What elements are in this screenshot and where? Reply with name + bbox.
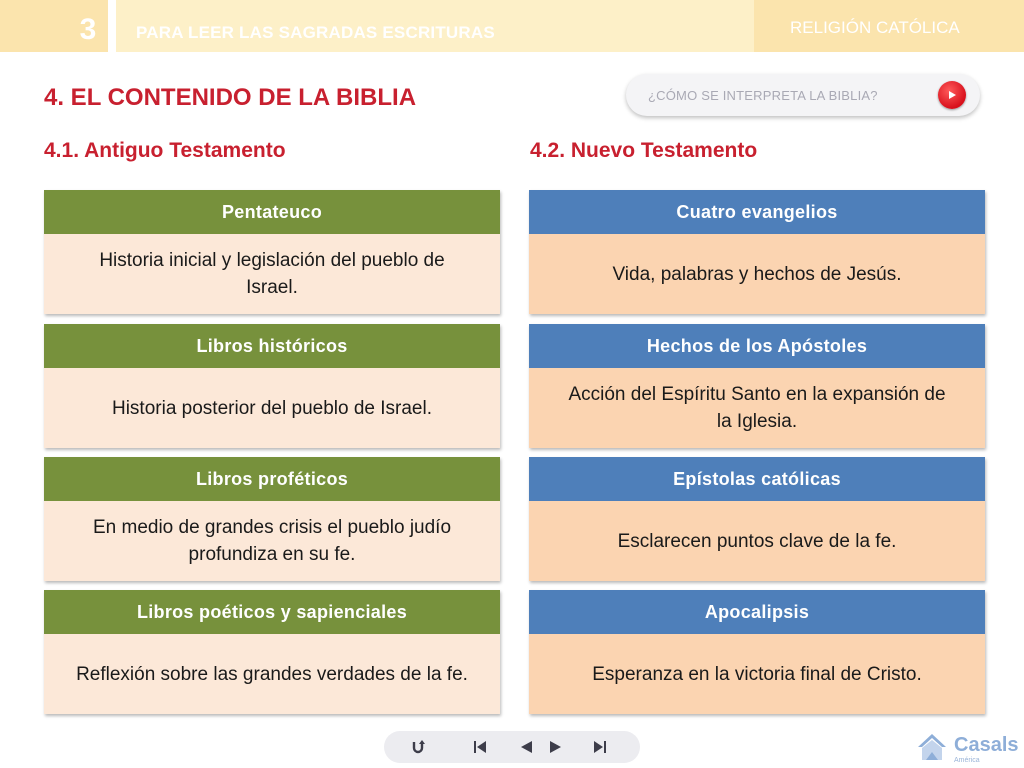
play-icon[interactable] (938, 81, 966, 109)
card-libros-poeticos (44, 590, 500, 714)
card-header: Pentateuco (44, 190, 500, 234)
logo-subtitle: América (954, 757, 980, 764)
interpret-bible-link[interactable] (626, 74, 980, 116)
unit-number-box (0, 0, 108, 52)
new-testament-title: 4.2. Nuevo Testamento (530, 139, 758, 162)
card-apocalipsis (529, 590, 985, 714)
card-header: Hechos de los Apóstoles (529, 324, 985, 368)
card-pentateuco (44, 190, 500, 314)
card-header: Libros proféticos (44, 457, 500, 501)
casals-logo (916, 730, 1019, 766)
card-body: Esperanza en la victoria final de Cristo. (529, 634, 985, 714)
back-arrow-icon[interactable] (406, 737, 430, 757)
first-page-icon[interactable] (468, 737, 492, 757)
unit-title: PARA LEER LAS SAGRADAS ESCRITURAS (136, 23, 495, 42)
card-header: Epístolas católicas (529, 457, 985, 501)
old-testament-title: 4.1. Antiguo Testamento (44, 139, 286, 162)
casals-house-icon (916, 732, 948, 762)
card-body: Historia posterior del pueblo de Israel. (44, 368, 500, 448)
subject-bar (754, 0, 1024, 52)
next-page-icon[interactable] (544, 737, 568, 757)
card-libros-historicos (44, 324, 500, 448)
card-header: Apocalipsis (529, 590, 985, 634)
unit-number: 3 (79, 13, 97, 46)
card-hechos-apostoles (529, 324, 985, 448)
card-body: Esclarecen puntos clave de la fe. (529, 501, 985, 581)
card-body: Acción del Espíritu Santo en la expansión de la Iglesia. (529, 368, 985, 448)
card-libros-profeticos (44, 457, 500, 581)
card-header: Libros poéticos y sapienciales (44, 590, 500, 634)
page-title: 4. EL CONTENIDO DE LA BIBLIA (44, 84, 417, 111)
card-epistolas-catolicas (529, 457, 985, 581)
card-header: Libros históricos (44, 324, 500, 368)
card-cuatro-evangelios (529, 190, 985, 314)
card-body: Vida, palabras y hechos de Jesús. (529, 234, 985, 314)
subject-label: RELIGIÓN CATÓLICA (790, 18, 960, 37)
card-body: Historia inicial y legislación del pueblo de Israel. (44, 234, 500, 314)
card-header: Cuatro evangelios (529, 190, 985, 234)
page-navigation (384, 731, 640, 763)
card-body: Reflexión sobre las grandes verdades de la fe. (44, 634, 500, 714)
logo-name: Casals (954, 734, 1019, 756)
unit-title-bar (116, 0, 754, 52)
card-body: En medio de grandes crisis el pueblo judío profundiza en su fe. (44, 501, 500, 581)
last-page-icon[interactable] (588, 737, 612, 757)
previous-page-icon[interactable] (514, 737, 538, 757)
interpret-bible-label: ¿CÓMO SE INTERPRETA LA BIBLIA? (648, 87, 878, 103)
